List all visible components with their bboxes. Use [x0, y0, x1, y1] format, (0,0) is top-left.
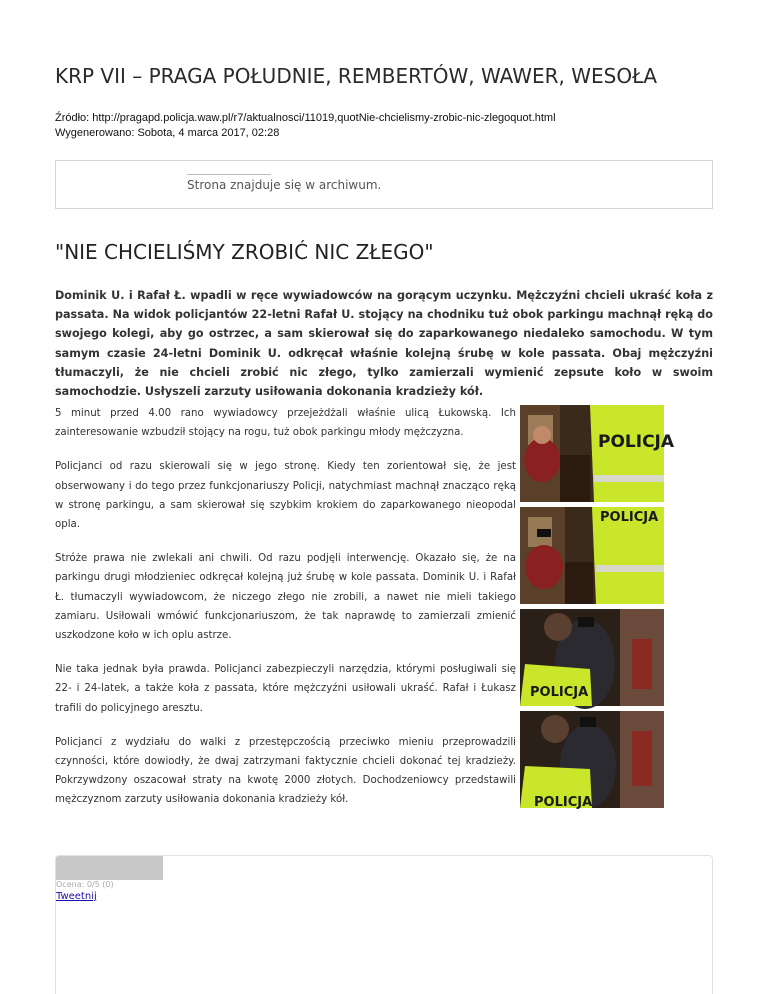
article-paragraph: Policjanci z wydziału do walki z przestępczością przeciwko mieniu przeprowadzili czynności, które dowiodły, że dwaj zatrzymani faktycznie chcieli dokonać tej kradzieży. Pokrzywdzony oszacował straty na kwotę 2000 złotych. Dochodzeniowcy przedstawili mężczyznom zarzuty usiłowania dokonania kradzieży kół.: [55, 736, 516, 806]
rating-stars-bar[interactable]: [56, 856, 163, 880]
article-paragraph: Policjanci od razu skierowali się w jego stronę. Kiedy ten zorientował się, że jest obserwowany i do tego przez funkcjonariuszy Policji, natychmiast machnął znacząco ręką w stronę parkingu, a sam skierował się szybkim krokiem do zaparkowanego nieopodal opla.: [55, 461, 516, 531]
source-line: Źródło: http://pragapd.policja.waw.pl/r7/aktualnosci/11019,quotNie-chcielismy-zrobic-nic-zlegoquot.html: [55, 112, 556, 124]
photo-police-1[interactable]: [520, 405, 675, 502]
site-title: KRP VII – PRAGA POŁUDNIE, REMBERTÓW, WAWER, WESOŁA: [55, 64, 658, 88]
rating-box: [55, 855, 713, 994]
article-paragraph: Nie taka jednak była prawda. Policjanci zabezpieczyli narzędzia, którymi posługiwali się 22- i 24-latek, a także koła z passata, które mężczyźni usiłowali ukraść. Rafał i Łukasz trafili do policyjnego aresztu.: [55, 664, 516, 714]
generated-line: Wygenerowano: Sobota, 4 marca 2017, 02:28: [55, 127, 280, 139]
article-paragraph: Stróże prawa nie zwlekali ani chwili. Od razu podjęli interwencję. Okazało się, że na parkingu drugi młodzieniec odkręcał kolejną już śrubę w kole passata. Dominik U. i Rafał Ł. tłumaczyli wywiadowcom, że niczego złego nie zrobili, a nawet nie mieli takiego zamiaru. Usiłowali wmówić funkcjonariuszom, że tak naprawdę to zamierzali zmienić uszkodzone koło w ich oplu astrze.: [55, 553, 516, 642]
meta-info: [55, 111, 715, 141]
vest-label: POLICJA: [600, 510, 659, 525]
photo-police-3[interactable]: [520, 609, 664, 706]
archive-notice-box: [55, 160, 713, 209]
vest-label: POLICJA: [530, 685, 589, 700]
article-lead: Dominik U. i Rafał Ł. wpadli w ręce wywiadowców na gorącym uczynku. Mężczyźni chcieli ukraść koła z passata. Na widok policjantów 22-letni Rafał U. stojący na chodniku tuż obok parkingu machnął ręką do swojego kolegi, aby go ostrzec, a sam skierował się do zaparkowanego niedaleko samochodu. W tym samym czasie 24-letni Dominik U. odkręcał właśnie kolejną śrubę w kole passata. Obaj mężczyźni tłumaczyli, że nie chcieli zrobić nic złego, tylko zamierzali wymienić zepsute koło w swoim samochodzie. Usłyszeli zarzuty usiłowania dokonania kradzieży kół.: [55, 289, 713, 399]
photo-column: [520, 405, 675, 813]
article-body: [55, 404, 516, 825]
archive-notice-text: Strona znajduje się w archiwum.: [187, 178, 382, 192]
photo-police-4[interactable]: [520, 711, 664, 808]
vest-label: POLICJA: [598, 432, 675, 452]
archive-divider: [187, 174, 271, 175]
article-title: "NIE CHCIELIŚMY ZROBIĆ NIC ZŁEGO": [55, 240, 434, 264]
article-paragraph: 5 minut przed 4.00 rano wywiadowcy przejeżdżali właśnie ulicą Łukowską. Ich zainteresowanie wzbudził stojący na rogu, tuż obok parkingu młody mężczyzna.: [55, 408, 516, 439]
tweet-link[interactable]: Tweetnij: [56, 891, 97, 902]
photo-police-2[interactable]: [520, 507, 664, 604]
rating-label: Ocena: 0/5 (0): [56, 880, 114, 889]
vest-label: POLICJA: [534, 795, 593, 810]
